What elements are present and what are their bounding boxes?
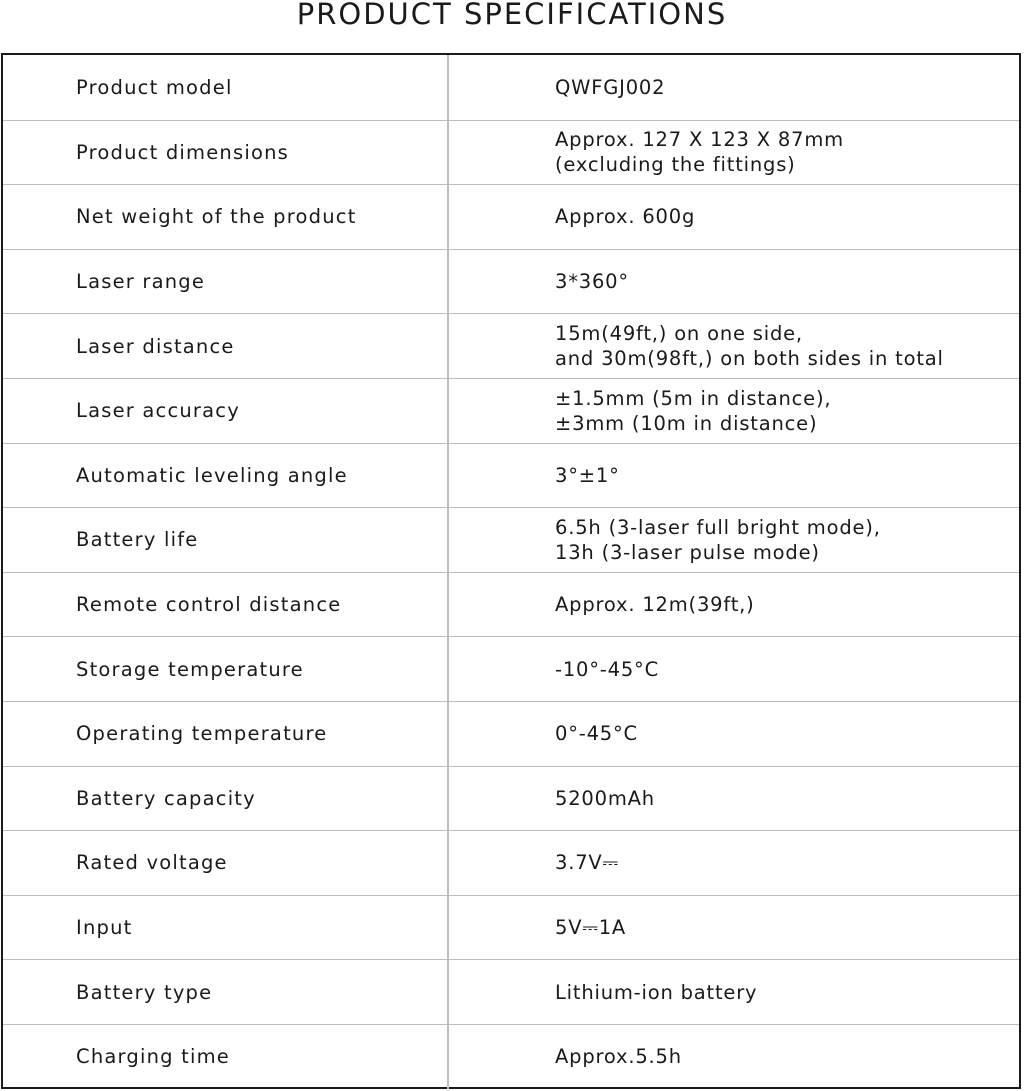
spec-row bbox=[3, 636, 1019, 701]
spec-label: Laser accuracy bbox=[76, 399, 240, 423]
spec-label: Automatic leveling angle bbox=[76, 463, 348, 487]
spec-label: Input bbox=[76, 916, 133, 940]
spec-value-line: Lithium-ion battery bbox=[555, 980, 758, 1004]
column-divider bbox=[447, 960, 449, 1024]
spec-label: Remote control distance bbox=[76, 593, 342, 617]
spec-label: Storage temperature bbox=[76, 657, 304, 681]
column-divider bbox=[447, 1025, 449, 1089]
column-divider bbox=[447, 444, 449, 508]
spec-value-line: ±3mm (10m in distance) bbox=[555, 411, 818, 435]
column-divider bbox=[447, 121, 449, 185]
spec-row bbox=[3, 120, 1019, 185]
spec-value-line: QWFGJ002 bbox=[555, 75, 666, 99]
spec-row bbox=[3, 443, 1019, 508]
spec-value bbox=[555, 444, 995, 508]
spec-value-line: ±1.5mm (5m in distance), bbox=[555, 386, 832, 410]
spec-value-line: 5200mAh bbox=[555, 786, 655, 810]
spec-value bbox=[555, 896, 995, 960]
spec-value-line: 6.5h (3-laser full bright mode), bbox=[555, 515, 881, 539]
column-divider bbox=[447, 702, 449, 766]
spec-value bbox=[555, 508, 995, 572]
spec-value bbox=[555, 960, 995, 1024]
spec-value bbox=[555, 767, 995, 831]
spec-value-line: -10°-45°C bbox=[555, 657, 660, 681]
spec-value-line: 13h (3-laser pulse mode) bbox=[555, 540, 820, 564]
spec-label: Rated voltage bbox=[76, 851, 228, 875]
spec-value-line: 3*360° bbox=[555, 270, 629, 294]
spec-value-line: 3.7V⎓ bbox=[555, 851, 619, 875]
column-divider bbox=[447, 379, 449, 443]
spec-label: Operating temperature bbox=[76, 722, 328, 746]
spec-value bbox=[555, 55, 995, 120]
spec-value bbox=[555, 121, 995, 185]
spec-row bbox=[3, 249, 1019, 314]
column-divider bbox=[447, 314, 449, 378]
spec-label: Battery life bbox=[76, 528, 199, 552]
spec-label: Laser distance bbox=[76, 334, 235, 358]
spec-value bbox=[555, 702, 995, 766]
spec-row bbox=[3, 184, 1019, 249]
column-divider bbox=[447, 637, 449, 701]
spec-label: Laser range bbox=[76, 270, 206, 294]
spec-row bbox=[3, 572, 1019, 637]
spec-label: Battery capacity bbox=[76, 786, 256, 810]
spec-value bbox=[555, 1025, 995, 1089]
page-title: PRODUCT SPECIFICATIONS bbox=[296, 0, 728, 31]
column-divider bbox=[447, 896, 449, 960]
spec-value bbox=[555, 831, 995, 895]
spec-label: Product dimensions bbox=[76, 140, 290, 164]
spec-value-line: 3°±1° bbox=[555, 463, 620, 487]
column-divider bbox=[447, 250, 449, 314]
spec-row bbox=[3, 959, 1019, 1024]
column-divider bbox=[447, 767, 449, 831]
spec-value-line: 5V⎓1A bbox=[555, 916, 627, 940]
spec-value-line: 15m(49ft,) on one side, bbox=[555, 322, 803, 346]
spec-label: Charging time bbox=[76, 1045, 230, 1069]
spec-row bbox=[3, 766, 1019, 831]
spec-row bbox=[3, 830, 1019, 895]
spec-value-line: and 30m(98ft,) on both sides in total bbox=[555, 347, 944, 371]
column-divider bbox=[447, 831, 449, 895]
spec-value bbox=[555, 314, 995, 378]
spec-label: Battery type bbox=[76, 980, 213, 1004]
spec-value bbox=[555, 637, 995, 701]
spec-row bbox=[3, 507, 1019, 572]
spec-table bbox=[1, 53, 1021, 1089]
spec-label: Net weight of the product bbox=[76, 205, 357, 229]
spec-value bbox=[555, 250, 995, 314]
spec-row bbox=[3, 895, 1019, 960]
column-divider bbox=[447, 508, 449, 572]
spec-value-line: Approx. 600g bbox=[555, 205, 696, 229]
spec-value bbox=[555, 379, 995, 443]
spec-row bbox=[3, 55, 1019, 120]
spec-label: Product model bbox=[76, 75, 233, 99]
spec-row bbox=[3, 313, 1019, 378]
spec-value bbox=[555, 185, 995, 249]
column-divider bbox=[447, 573, 449, 637]
column-divider bbox=[447, 185, 449, 249]
spec-value-line: Approx. 12m(39ft,) bbox=[555, 593, 755, 617]
spec-row bbox=[3, 378, 1019, 443]
column-divider bbox=[447, 55, 449, 120]
spec-value bbox=[555, 573, 995, 637]
spec-value-line: Approx.5.5h bbox=[555, 1045, 682, 1069]
spec-value-line: 0°-45°C bbox=[555, 722, 638, 746]
spec-row bbox=[3, 1024, 1019, 1089]
spec-value-line: Approx. 127 X 123 X 87mm bbox=[555, 128, 844, 152]
spec-value-line: (excluding the fittings) bbox=[555, 153, 796, 177]
spec-row bbox=[3, 701, 1019, 766]
